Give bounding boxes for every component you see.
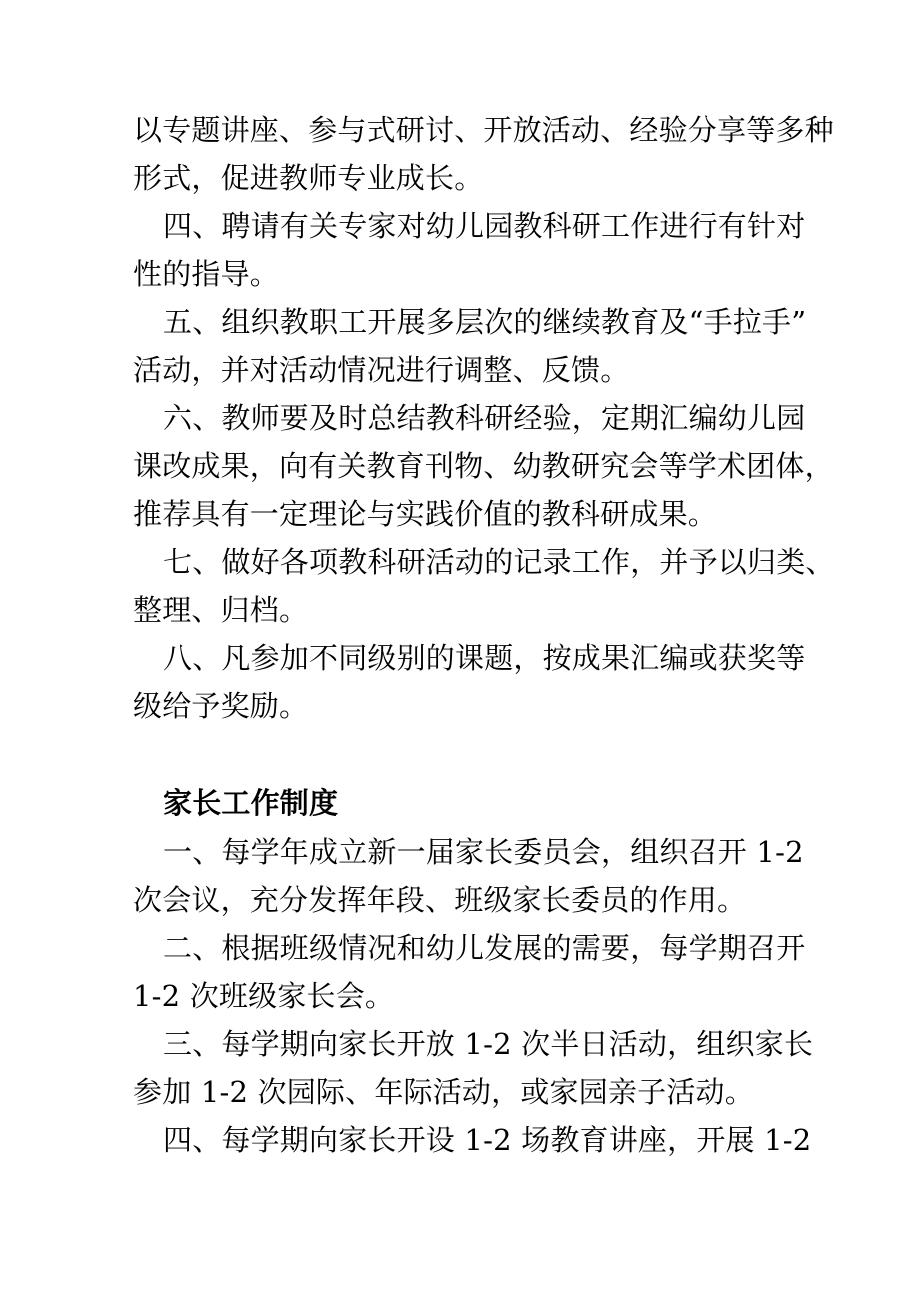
text-line: 三、每学期向家长开放 1-2 次半日活动，组织家长 (163, 1027, 814, 1061)
text-line: 级给予奖励。 (133, 689, 309, 723)
text-line: 六、教师要及时总结教科研经验，定期汇编幼儿园 (163, 401, 806, 435)
text-line: 活动，并对活动情况进行调整、反馈。 (133, 353, 630, 387)
text-line: 课改成果，向有关教育刊物、幼教研究会等学术团体， (133, 449, 834, 483)
text-line: 七、做好各项教科研活动的记录工作，并予以归类、 (163, 545, 835, 579)
text-line: 四、每学期向家长开设 1-2 场教育讲座，开展 1-2 (163, 1123, 812, 1157)
text-line: 次会议，充分发挥年段、班级家长委员的作用。 (133, 883, 747, 917)
text-line: 四、聘请有关专家对幼儿园教科研工作进行有针对 (163, 209, 806, 243)
text-line: 二、根据班级情况和幼儿发展的需要，每学期召开 (163, 931, 806, 965)
text-line: 参加 1-2 次园际、年际活动，或家园亲子活动。 (133, 1075, 754, 1109)
text-line: 1-2 次班级家长会。 (133, 979, 395, 1013)
text-line: 五、组织教职工开展多层次的继续教育及“手拉手” (163, 305, 807, 339)
text-line: 形式，促进教师专业成长。 (133, 161, 484, 195)
text-line: 八、凡参加不同级别的课题，按成果汇编或获奖等 (163, 641, 806, 675)
text-line: 整理、归档。 (133, 593, 309, 627)
text-line: 一、每学年成立新一届家长委员会，组织召开 1-2 (163, 835, 804, 869)
text-line: 以专题讲座、参与式研讨、开放活动、经验分享等多种 (133, 113, 834, 147)
text-line: 推荐具有一定理论与实践价值的教科研成果。 (133, 497, 718, 531)
text-line: 性的指导。 (133, 257, 280, 291)
section-title: 家长工作制度 (163, 786, 339, 820)
